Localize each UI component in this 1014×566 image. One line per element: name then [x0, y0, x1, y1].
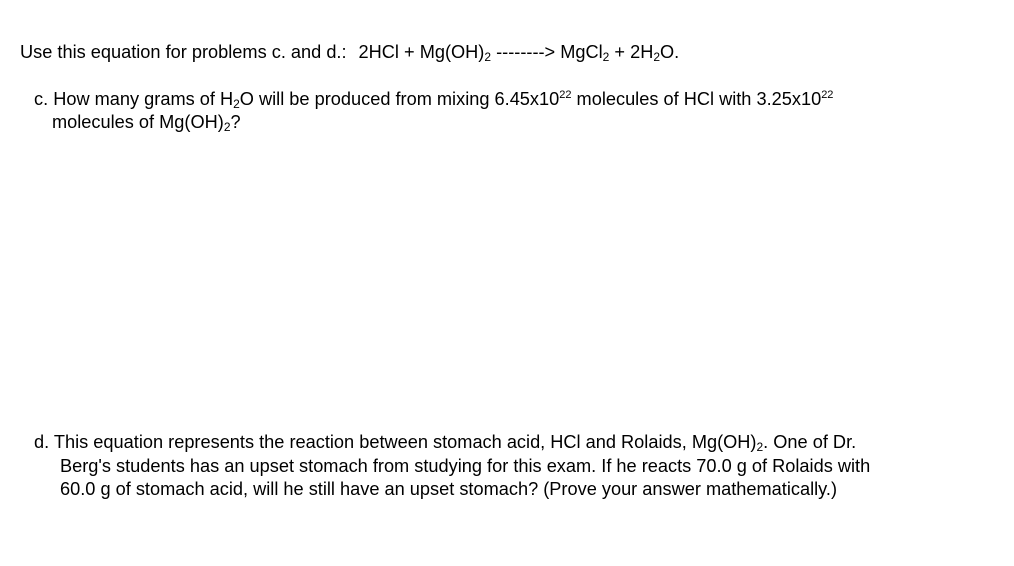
subscript: 2 [756, 440, 764, 454]
problem-c-line-1 [34, 88, 833, 110]
equation-subscript: 2 [484, 50, 492, 64]
problem-d-line-2: Berg's students has an upset stomach from studying for this exam. If he reacts 70.0 g of Rolaids with [60, 456, 871, 476]
superscript: 22 [821, 89, 834, 101]
problem-c-text: ? [230, 112, 241, 132]
problem-c-line-2 [52, 111, 241, 133]
equation-subscript: 2 [653, 50, 661, 64]
superscript: 22 [559, 89, 572, 101]
problem-d-line-3: 60.0 g of stomach acid, will he still have an upset stomach? (Prove your answer mathematically.) [60, 479, 838, 499]
problem-c-text: c. How many grams of H [34, 89, 234, 109]
equation-end: O. [660, 42, 680, 62]
problem-d-text: . One of Dr. [763, 432, 857, 452]
equation-subscript: 2 [602, 50, 610, 64]
subscript: 2 [223, 120, 231, 134]
intro-lead: Use this equation for problems c. and d.: [20, 42, 347, 62]
equation-plus-water: + 2H [609, 42, 654, 62]
subscript: 2 [233, 97, 240, 111]
equation-intro [20, 41, 679, 63]
equation-reactants: 2HCl + Mg(OH) [358, 42, 485, 62]
problem-c-text: molecules of Mg(OH) [52, 112, 224, 132]
problem-c-text: molecules of HCl with 3.25x10 [571, 89, 822, 109]
equation-arrow-product: --------> MgCl [491, 42, 603, 62]
problem-d-text: d. This equation represents the reaction between stomach acid, HCl and Rolaids, Mg(OH) [34, 432, 757, 452]
problem-d-line-1 [34, 431, 856, 453]
problem-c-text: O will be produced from mixing 6.45x10 [239, 89, 560, 109]
